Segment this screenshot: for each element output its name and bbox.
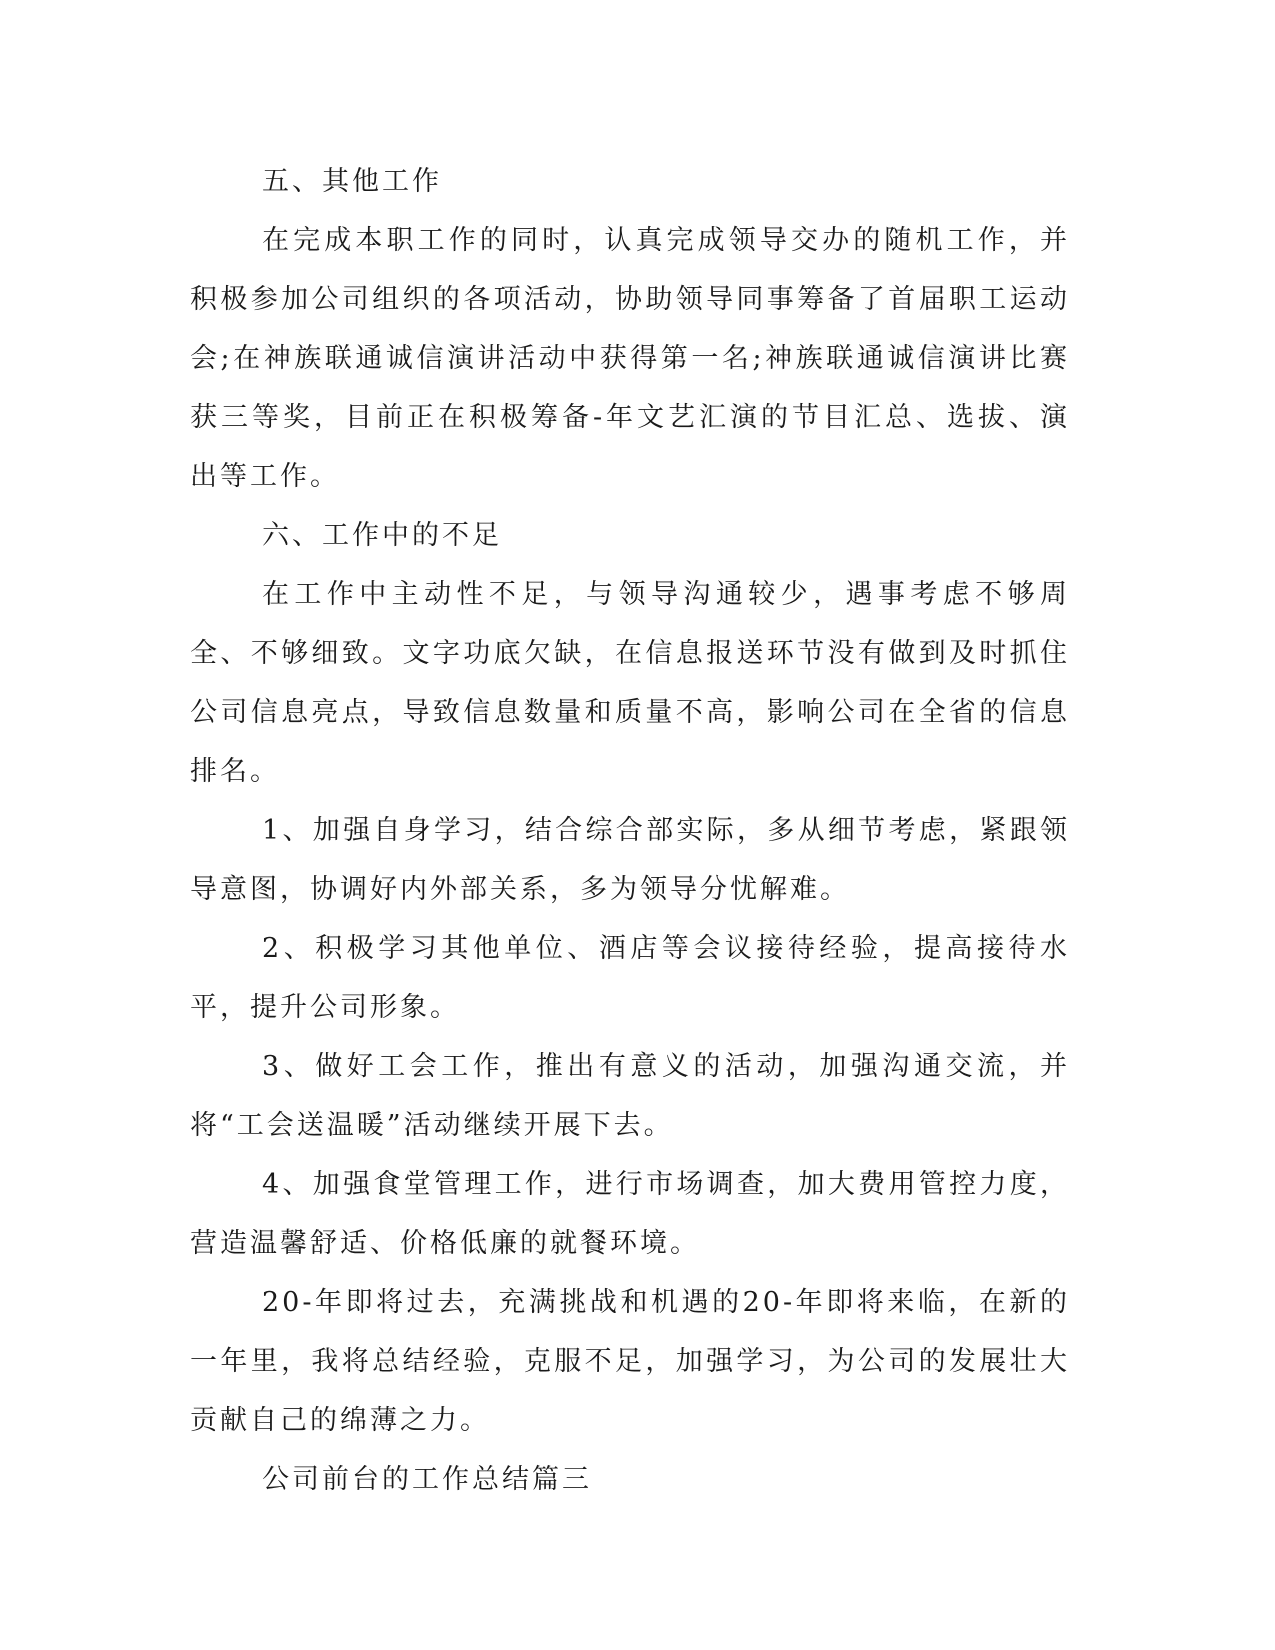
paragraph-closing: 20-年即将过去，充满挑战和机遇的20-年即将来临，在新的一年里，我将总结经验，克服不足，加强学习，为公司的发展壮大贡献自己的绵薄之力。 <box>190 1287 1070 1436</box>
list-item-3: 3、做好工会工作，推出有意义的活动，加强沟通交流，并将“工会送温暖”活动继续开展下去。 <box>190 1051 1070 1141</box>
paragraph-shortcomings: 在工作中主动性不足，与领导沟通较少，遇事考虑不够周全、不够细致。文字功底欠缺，在信息报送环节没有做到及时抓住公司信息亮点，导致信息数量和质量不高，影响公司在全省的信息排名。 <box>190 579 1070 787</box>
list-item-1: 1、加强自身学习，结合综合部实际，多从细节考虑，紧跟领导意图，协调好内外部关系，多为领导分忧解难。 <box>190 815 1070 905</box>
list-item-4: 4、加强食堂管理工作，进行市场调查，加大费用管控力度，营造温馨舒适、价格低廉的就餐环境。 <box>190 1169 1070 1259</box>
document-body <box>190 152 1070 1509</box>
section-heading-shortcomings: 六、工作中的不足 <box>262 520 502 551</box>
section-title-part-three: 公司前台的工作总结篇三 <box>262 1464 592 1495</box>
section-heading-other-work: 五、其他工作 <box>262 166 442 197</box>
paragraph-other-work: 在完成本职工作的同时，认真完成领导交办的随机工作，并积极参加公司组织的各项活动，协助领导同事筹备了首届职工运动会;在神族联通诚信演讲活动中获得第一名;神族联通诚信演讲比赛获三等奖，目前正在积极筹备-年文艺汇演的节目汇总、选拔、演出等工作。 <box>190 225 1070 492</box>
list-item-2: 2、积极学习其他单位、酒店等会议接待经验，提高接待水平，提升公司形象。 <box>190 933 1070 1023</box>
